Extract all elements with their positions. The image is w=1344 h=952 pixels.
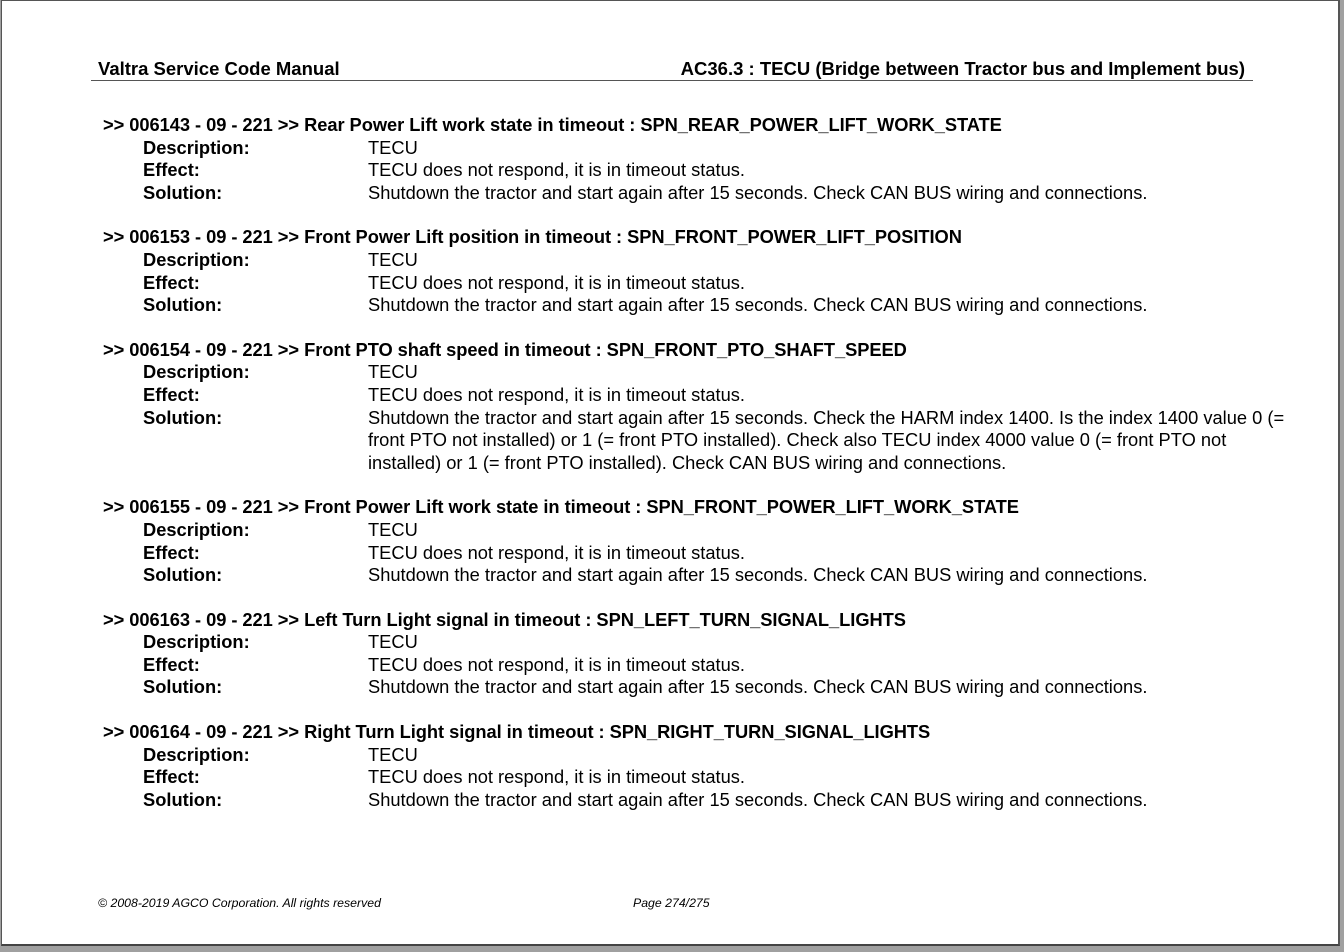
solution-label: Solution: [143,294,223,316]
description-row [103,249,1303,272]
solution-label: Solution: [143,676,223,698]
error-code-entry [103,114,1303,204]
document-page [1,0,1340,946]
solution-label: Solution: [143,181,223,203]
description-value: TECU [368,248,418,270]
description-row [103,361,1303,384]
description-label: Description: [143,743,250,765]
description-label: Description: [143,361,250,383]
description-row [103,631,1303,654]
description-row [103,137,1303,160]
error-code-heading: >> 006154 - 09 - 221 >> Front PTO shaft speed in timeout : SPN_FRONT_PTO_SHAFT_SPEED [103,338,907,360]
effect-row [103,766,1303,789]
error-code-list [103,114,1303,833]
header-divider [91,80,1253,81]
description-value: TECU [368,631,418,653]
effect-value: TECU does not respond, it is in timeout status. [368,541,745,563]
error-code-entry [103,226,1303,316]
description-row [103,519,1303,542]
effect-row [103,384,1303,407]
effect-row [103,654,1303,677]
error-code-entry [103,496,1303,586]
description-value: TECU [368,136,418,158]
effect-label: Effect: [143,541,200,563]
solution-label: Solution: [143,788,223,810]
error-code-heading: >> 006164 - 09 - 221 >> Right Turn Light signal in timeout : SPN_RIGHT_TURN_SIGNAL_LIGHTS [103,721,931,743]
description-label: Description: [143,631,250,653]
error-code-heading: >> 006153 - 09 - 221 >> Front Power Lift position in timeout : SPN_FRONT_POWER_LIFT_POSITION [103,226,962,248]
effect-value: TECU does not respond, it is in timeout status. [368,653,745,675]
solution-value: Shutdown the tractor and start again after 15 seconds. Check CAN BUS wiring and connections. [368,676,1148,698]
solution-label: Solution: [143,406,223,428]
solution-row [103,564,1303,587]
solution-row [103,294,1303,317]
description-value: TECU [368,743,418,765]
description-label: Description: [143,136,250,158]
solution-value: Shutdown the tractor and start again after 15 seconds. Check CAN BUS wiring and connections. [368,294,1148,316]
effect-value: TECU does not respond, it is in timeout status. [368,383,745,405]
error-code-heading: >> 006163 - 09 - 221 >> Left Turn Light signal in timeout : SPN_LEFT_TURN_SIGNAL_LIGHTS [103,608,906,630]
error-code-entry [103,609,1303,699]
solution-value: Shutdown the tractor and start again after 15 seconds. Check CAN BUS wiring and connections. [368,788,1148,810]
effect-label: Effect: [143,271,200,293]
solution-value: Shutdown the tractor and start again after 15 seconds. Check the HARM index 1400. Is the index 1400 value 0 (= front PTO not installed) or 1 (= front PTO installed). Check also TECU index 4000 value 0 (= front PTO not installed) or 1 (= front PTO installed). Check CAN BUS wiring and connections. [368,406,1285,473]
description-label: Description: [143,248,250,270]
error-code-entry [103,339,1303,475]
effect-value: TECU does not respond, it is in timeout status. [368,271,745,293]
effect-row [103,272,1303,295]
section-title: AC36.3 : TECU (Bridge between Tractor bus and Implement bus) [680,58,1245,79]
solution-row [103,789,1303,812]
effect-value: TECU does not respond, it is in timeout status. [368,766,745,788]
page-number: Page 274/275 [633,896,710,910]
effect-value: TECU does not respond, it is in timeout status. [368,159,745,181]
solution-value: Shutdown the tractor and start again after 15 seconds. Check CAN BUS wiring and connections. [368,181,1148,203]
description-row [103,744,1303,767]
effect-label: Effect: [143,653,200,675]
effect-row [103,159,1303,182]
effect-label: Effect: [143,159,200,181]
solution-row [103,676,1303,699]
error-code-heading: >> 006155 - 09 - 221 >> Front Power Lift work state in timeout : SPN_FRONT_POWER_LIFT_WORK_STATE [103,496,1019,518]
solution-value: Shutdown the tractor and start again after 15 seconds. Check CAN BUS wiring and connections. [368,564,1148,586]
description-value: TECU [368,518,418,540]
solution-label: Solution: [143,564,223,586]
error-code-heading: >> 006143 - 09 - 221 >> Rear Power Lift work state in timeout : SPN_REAR_POWER_LIFT_WORK_STATE [103,114,1002,135]
manual-title: Valtra Service Code Manual [98,58,340,79]
effect-label: Effect: [143,766,200,788]
effect-row [103,542,1303,565]
description-label: Description: [143,518,250,540]
error-code-entry [103,721,1303,811]
solution-row [103,407,1303,475]
footer-copyright: © 2008-2019 AGCO Corporation. All rights reserved [98,896,381,910]
solution-row [103,182,1303,205]
effect-label: Effect: [143,383,200,405]
description-value: TECU [368,361,418,383]
